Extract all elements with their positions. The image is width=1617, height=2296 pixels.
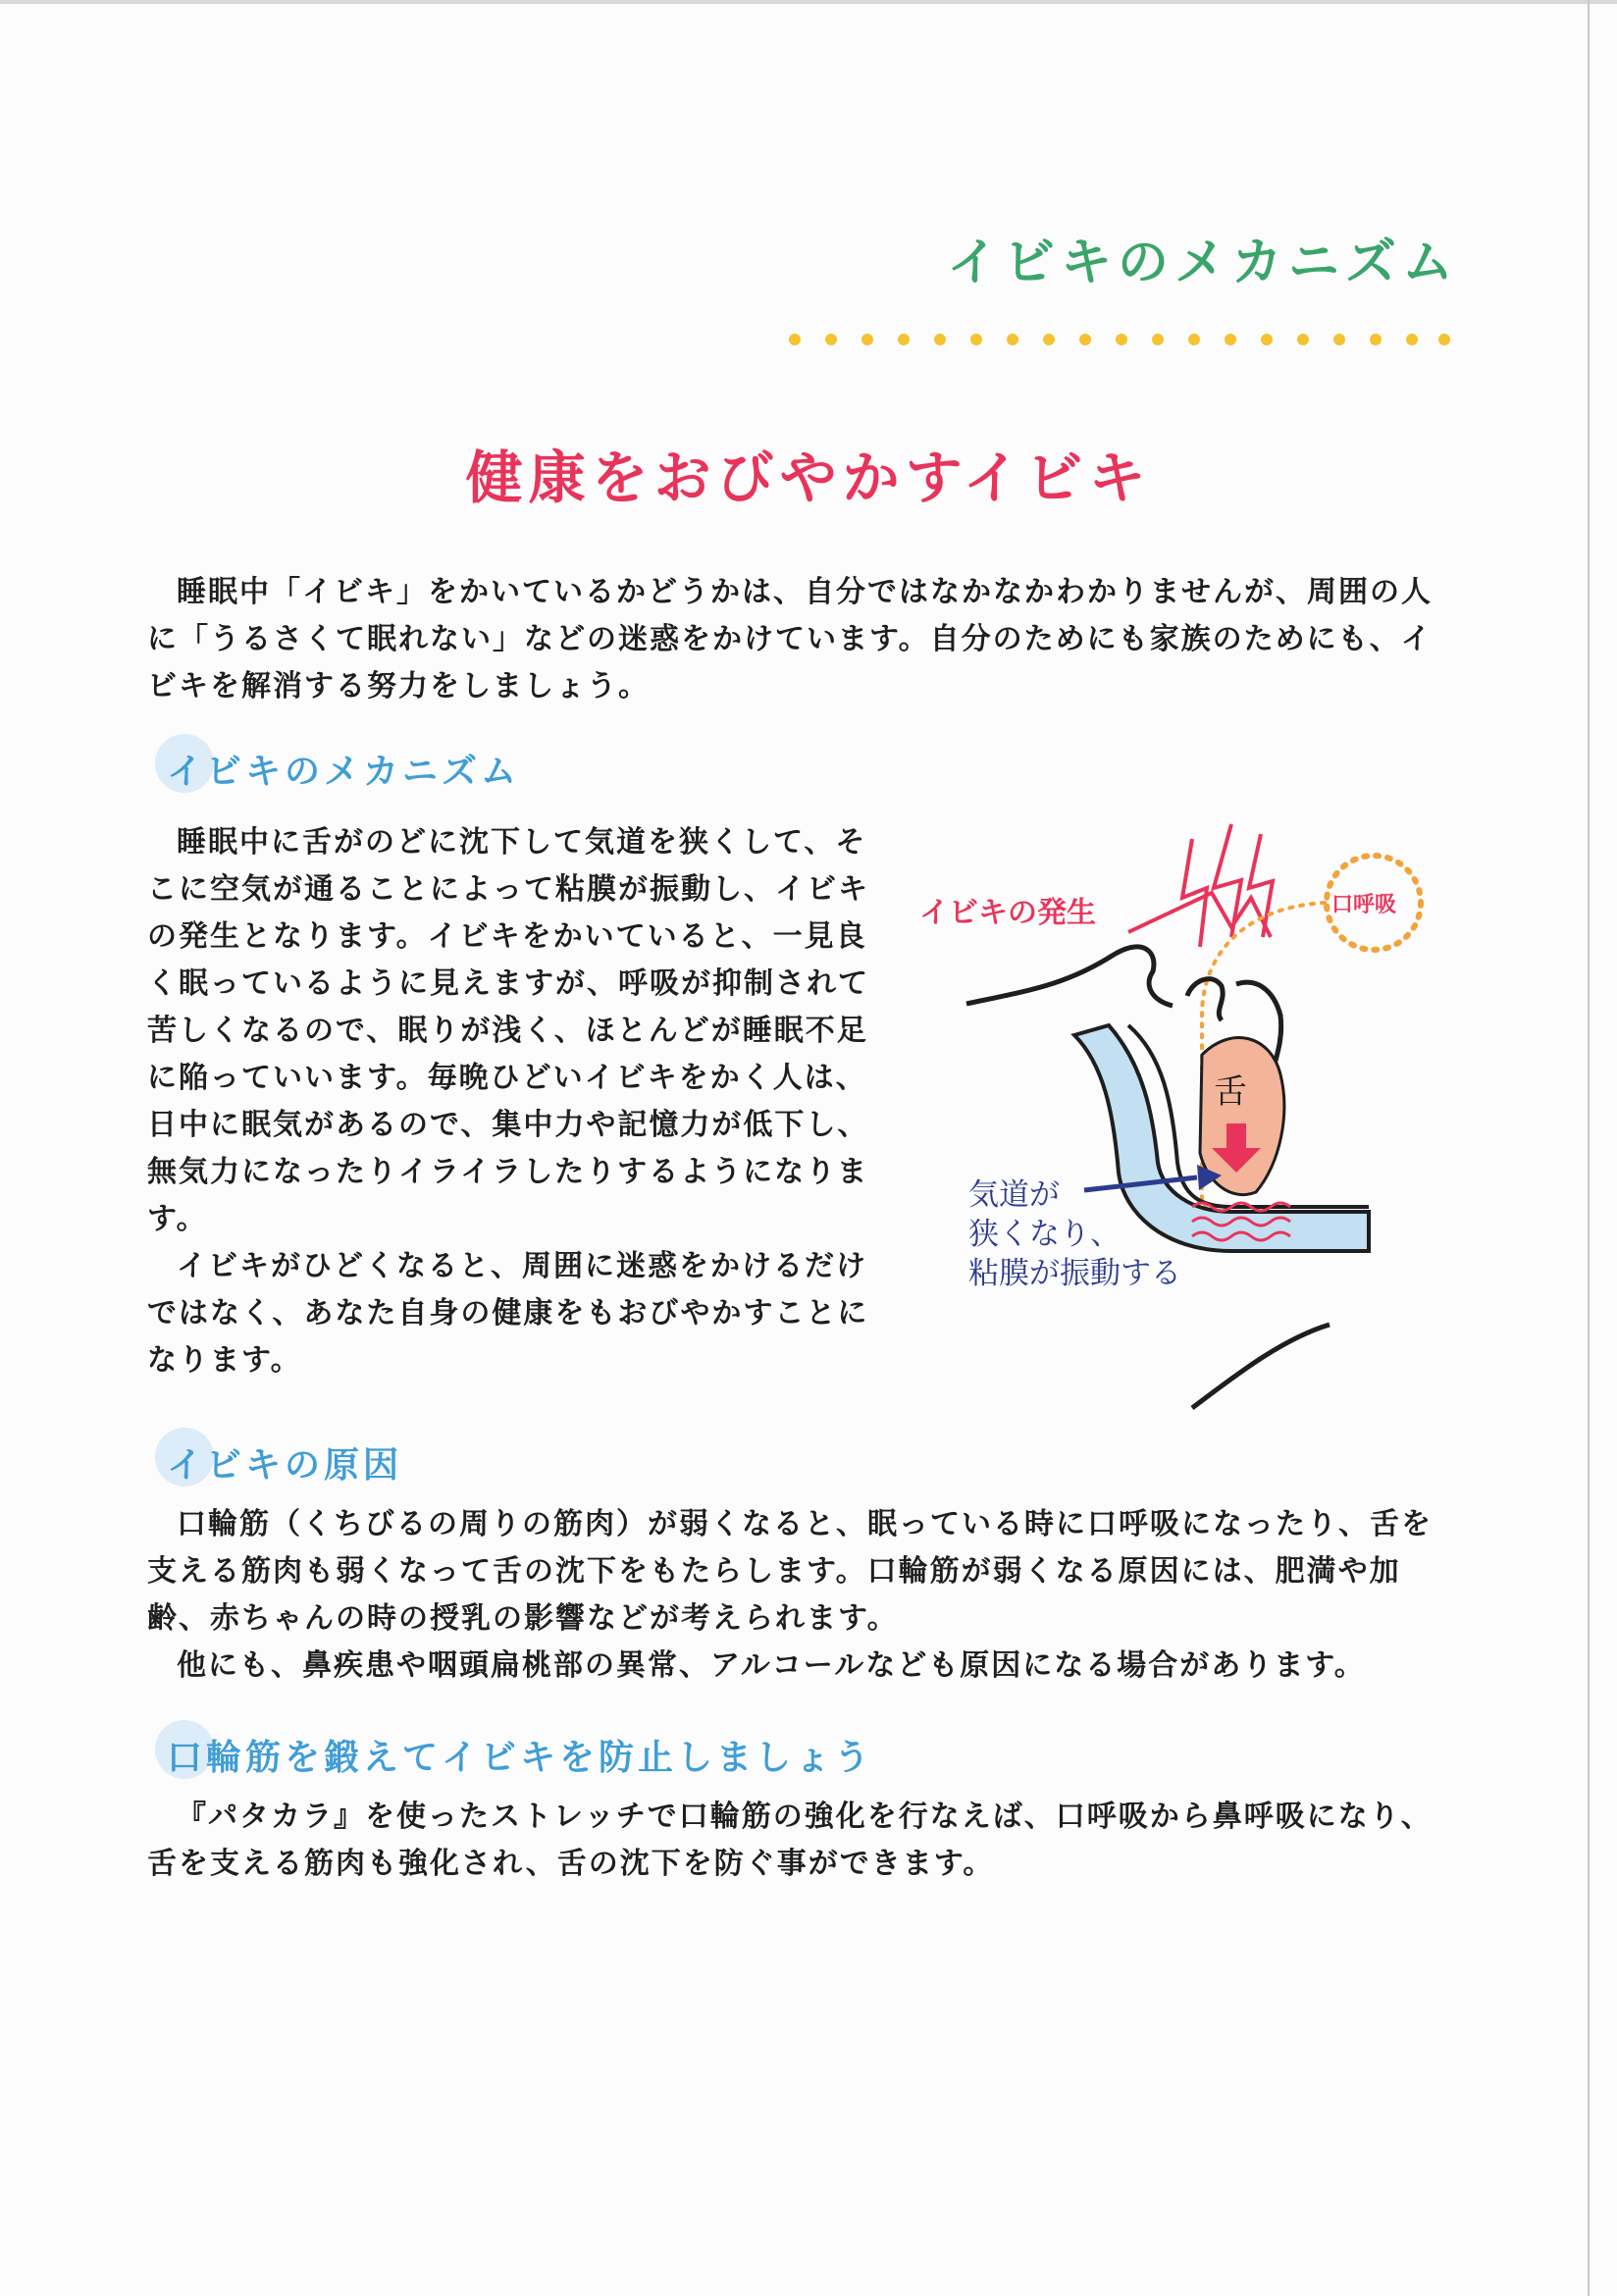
header-title: イビキのメカニズム — [947, 234, 1460, 292]
tongue-shape — [1200, 1038, 1284, 1195]
snore-label: イビキの発生 — [919, 896, 1096, 930]
airway-caption-line3: 粘膜が振動する — [968, 1256, 1181, 1291]
intro-text: 睡眠中「イビキ」をかいているかどうかは、自分ではなかなかわかりませんが、周囲の人に「うるさくて眠れない」などの迷惑をかけています。自分のためにも家族のためにも、イビキを解消する努力をしましょう。 — [147, 575, 1433, 704]
prevent-body — [147, 1794, 1462, 1888]
main-title: 健康をおびやかすイビキ — [465, 444, 1152, 511]
airway-caption-line2: 狭くなり、 — [968, 1217, 1121, 1252]
mechanism-heading-text: イビキのメカニズム — [167, 752, 521, 792]
lightning-mark — [1128, 893, 1271, 937]
prevent-heading — [167, 1730, 873, 1780]
scan-edge-right — [1588, 0, 1590, 2296]
tongue-label: 舌 — [1214, 1072, 1247, 1112]
neck-outline — [1192, 1325, 1330, 1408]
airway-illustration — [908, 790, 1457, 1418]
snoring-diagram — [908, 790, 1457, 1418]
nose-outline — [966, 947, 1173, 1006]
airway-caption — [968, 1175, 1181, 1293]
mechanism-body — [147, 819, 883, 1384]
mechanism-heading — [167, 744, 520, 794]
prevent-p1: 『パタカラ』を使ったストレッチで口輪筋の強化を行なえば、口呼吸から鼻呼吸になり、舌を支える筋肉も強化され、舌の沈下を防ぐ事ができます。 — [147, 1800, 1433, 1881]
cause-heading-text: イビキの原因 — [167, 1445, 403, 1486]
dotted-divider — [785, 330, 1452, 349]
cause-p2: 他にも、鼻疾患や咽頭扁桃部の異常、アルコールなども原因になる場合があります。 — [177, 1648, 1366, 1683]
intro-paragraph — [147, 569, 1462, 710]
cause-p1: 口輪筋（くちびるの周りの筋肉）が弱くなると、眠っている時に口呼吸になったり、舌を支える筋肉も弱くなって舌の沈下をもたらします。口輪筋が弱くなる原因には、肥満や加齢、赤ちゃんの時の授乳の影響などが考えられます。 — [147, 1507, 1433, 1636]
airway-caption-line1: 気道が — [968, 1177, 1060, 1213]
mechanism-p2: イビキがひどくなると、周囲に迷惑をかけるだけではなく、あなた自身の健康をもおびやかすことになります。 — [147, 1249, 869, 1378]
scan-edge-top — [0, 0, 1617, 4]
lightning-bolt-1 — [1182, 839, 1207, 947]
mechanism-p1: 睡眠中に舌がのどに沈下して気道を狭くして、そこに空気が通ることによって粘膜が振動し、イビキの発生となります。イビキをかいていると、一見良く眠っているように見えますが、呼吸が抑制されて苦しくなるので、眠りが浅く、ほとんどが睡眠不足に陥っていいます。毎晩ひどいイビキをかく人は、日中に眠気があるので、集中力や記憶力が低下し、無気力になったりイライラしたりするようになります。 — [147, 825, 869, 1236]
mouth-breath-label: 口呼吸 — [1331, 893, 1397, 917]
cause-body — [147, 1501, 1462, 1690]
cause-heading — [167, 1437, 402, 1487]
prevent-heading-text: 口輪筋を鍛えてイビキを防止しましょう — [167, 1738, 874, 1778]
